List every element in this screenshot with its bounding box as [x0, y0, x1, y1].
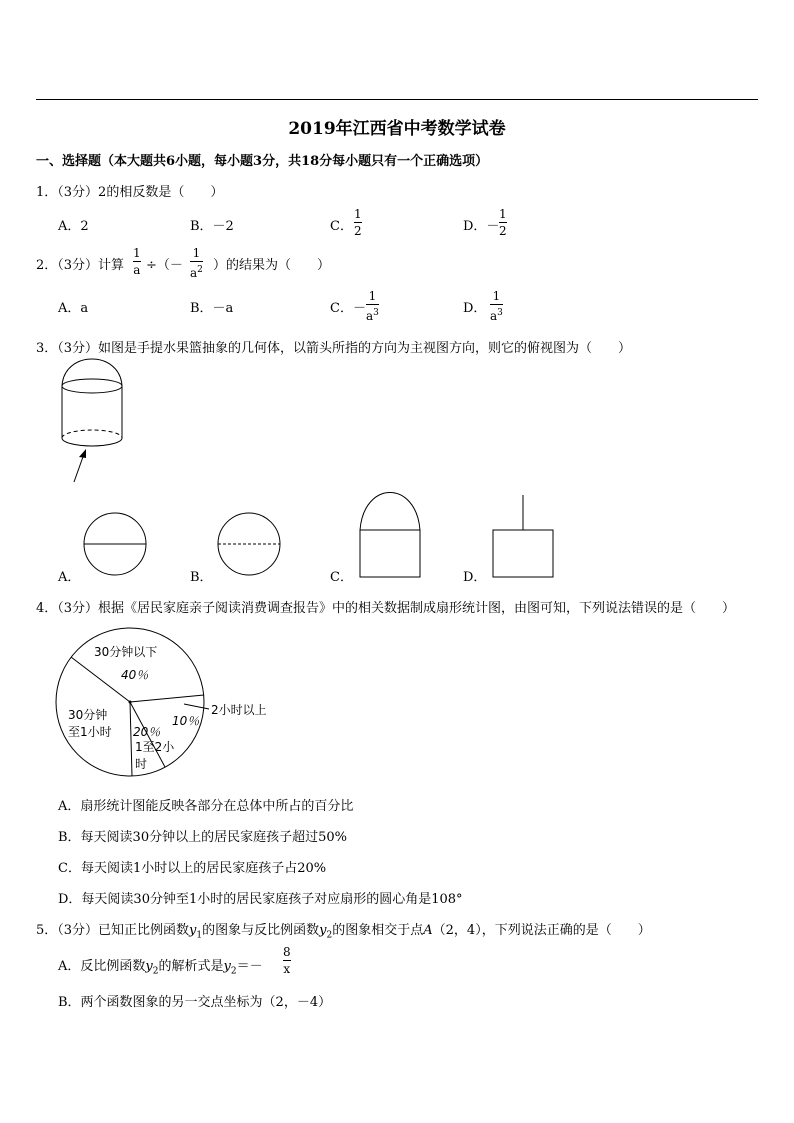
- q2-fraction-1: 1 a: [133, 246, 141, 277]
- q2-option-a[interactable]: A．a: [58, 301, 89, 316]
- q3-option-a-figure: [82, 512, 152, 578]
- q1-option-d[interactable]: D．－: [463, 219, 500, 234]
- q3-option-c-figure: [356, 492, 436, 580]
- q5-option-a[interactable]: A．反比例函数$y_2$的解析式是$y_2=-$: [58, 959, 263, 977]
- q5-option-b[interactable]: B．两个函数图象的另一交点坐标为（2，－4）: [58, 995, 332, 1010]
- q4-option-c[interactable]: C．每天阅读1小时以上的居民家庭孩子占20%: [58, 861, 327, 876]
- q3-basket-figure: [50, 358, 140, 488]
- pie-label-30-60-b: 至1小时: [68, 725, 112, 739]
- q4-option-d[interactable]: D．每天阅读30分钟至1小时的居民家庭孩子对应扇形的圆心角是108°: [58, 892, 463, 907]
- pie-label-1-2h-b: 时: [135, 757, 148, 771]
- q3-option-d-figure: [490, 492, 560, 580]
- exam-title: 2019年江西省中考数学试卷: [288, 119, 506, 139]
- pie-value-20: 20％: [133, 725, 161, 739]
- pie-label-1-2h-a: 1至2小: [135, 740, 175, 754]
- q1-option-a[interactable]: A．2: [58, 219, 89, 234]
- q4-pie-chart: [54, 626, 284, 780]
- q2-option-c[interactable]: C．－: [330, 301, 366, 316]
- pie-value-40: 40％: [121, 668, 149, 682]
- q3-stem: 3．（3分）如图是手提水果篮抽象的几何体，以箭头所指的方向为主视图方向，则它的俯视图为（ ）: [36, 341, 632, 356]
- q1-stem: 1．（3分）2的相反数是（ ）: [36, 185, 224, 200]
- pie-label-over-2h: 2小时以上: [211, 703, 267, 717]
- q2-option-b[interactable]: B．－a: [190, 301, 234, 316]
- pie-value-10: 10％: [172, 714, 200, 728]
- q1-option-c-fraction: 1 2: [354, 207, 362, 238]
- pie-divider: [130, 702, 132, 776]
- q2-stem-prefix: 2．（3分）计算: [36, 258, 125, 273]
- pie-label-30-60-a: 30分钟: [68, 708, 108, 722]
- q1-option-b[interactable]: B．－2: [190, 219, 234, 234]
- pie-label-under-30: 30分钟以下: [94, 645, 158, 659]
- q3-option-a[interactable]: A．: [58, 570, 81, 585]
- q2-option-d-fraction: 1 $a^3$: [490, 289, 503, 323]
- q3-option-b[interactable]: B．: [190, 570, 213, 585]
- q1-option-c[interactable]: C．: [330, 219, 353, 234]
- pie-leader-line: [184, 704, 209, 709]
- q1-option-d-fraction: 1 2: [499, 207, 507, 238]
- q2-option-c-fraction: 1 $a^3$: [366, 289, 379, 323]
- header-rule: [36, 99, 758, 100]
- q4-stem: 4．（3分）根据《居民家庭亲子阅读消费调查报告》中的相关数据制成扇形统计图，由图可知，下列说法错误的是（ ）: [36, 601, 736, 616]
- q3-option-c[interactable]: C．: [330, 570, 353, 585]
- q4-option-a[interactable]: A．扇形统计图能反映各部分在总体中所占的百分比: [58, 799, 354, 814]
- q2-option-d[interactable]: D．: [463, 301, 487, 316]
- section-heading: 一、选择题（本大题共6小题，每小题3分，共18分每小题只有一个正确选项）: [36, 154, 489, 169]
- q5-stem: 5．（3分）已知正比例函数$y_1$的图象与反比例函数$y_2$的图象相交于点A（2，4），下列说法正确的是（ ）: [36, 923, 651, 941]
- pie-divider: [130, 695, 204, 702]
- q2-stem-div: ÷（－: [146, 258, 183, 273]
- q2-stem-suffix: ）的结果为（ ）: [213, 258, 331, 273]
- q5-option-a-fraction: 8 x: [283, 945, 291, 976]
- q2-fraction-2: 1 $a^2$: [190, 246, 203, 280]
- q4-option-b[interactable]: B．每天阅读30分钟以上的居民家庭孩子超过50%: [58, 830, 347, 845]
- q3-option-b-figure: [216, 512, 286, 578]
- q3-option-d[interactable]: D．: [463, 570, 487, 585]
